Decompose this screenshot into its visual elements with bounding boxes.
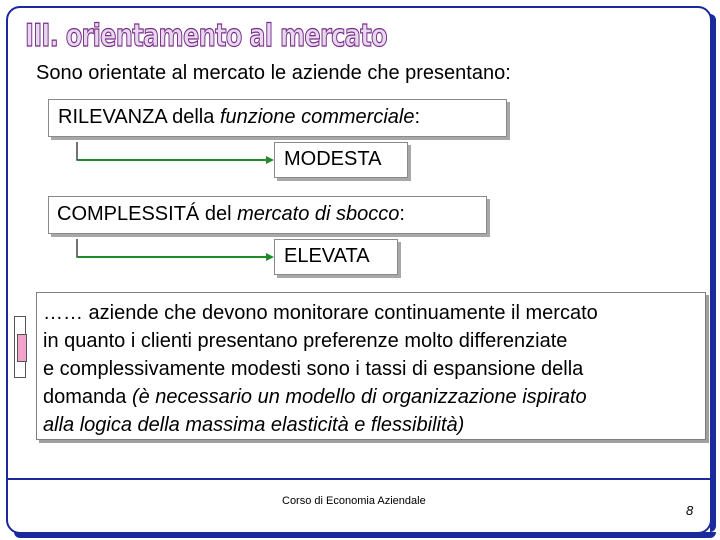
page-number: 8	[686, 503, 694, 518]
slide-title: III. orientamento al mercato	[25, 18, 387, 54]
value-box-elevata: ELEVATA	[274, 239, 398, 275]
value-box-modesta: MODESTA	[274, 142, 408, 178]
criterion-italic: mercato di sbocco	[237, 203, 400, 225]
note-line: in quanto i clienti presentano preferenze molto differenziate	[43, 330, 568, 352]
note-line: …… aziende che devono monitorare continuamente il mercato	[43, 302, 598, 324]
criterion-italic: funzione commerciale	[219, 106, 415, 128]
note-line	[43, 383, 699, 411]
criterion-bold: COMPLESSITÁ	[57, 203, 200, 225]
note-italic: (è necessario un modello di organizzazione ispirato	[131, 386, 587, 408]
criterion-end: :	[399, 203, 405, 225]
footer-divider	[8, 478, 710, 480]
note-italic: alla logica della massima elasticità e flessibilità)	[43, 414, 465, 436]
note-line: e complessivamente modesti sono i tassi di espansione della	[43, 358, 584, 380]
connector-arrow-1	[70, 140, 280, 170]
connector-arrow-2	[70, 237, 280, 267]
side-tab-highlight	[17, 334, 27, 362]
criterion-box-rilevanza	[48, 99, 507, 137]
note-line	[43, 411, 699, 439]
criterion-box-complessita	[48, 196, 487, 234]
footer-course: Corso di Economia Aziendale	[282, 495, 426, 507]
criterion-normal: della	[166, 106, 220, 128]
intro-text: Sono orientate al mercato le aziende che presentano:	[36, 62, 511, 84]
note-plain: domanda	[43, 386, 132, 408]
criterion-normal: del	[199, 203, 238, 225]
criterion-bold: RILEVANZA	[58, 106, 167, 128]
conclusion-note	[36, 292, 706, 440]
criterion-end: :	[414, 106, 421, 128]
